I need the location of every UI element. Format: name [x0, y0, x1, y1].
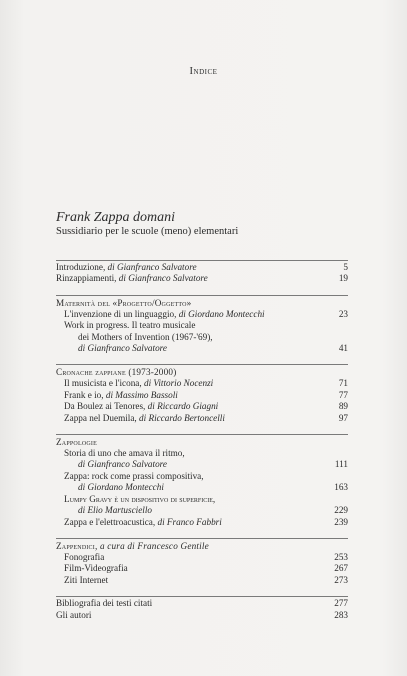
section-rule [56, 260, 348, 261]
entry-text: Work in progress. Il teatro musicale [64, 320, 196, 331]
section-rule [56, 538, 348, 539]
entry-author: di Elio Martusciello [78, 505, 153, 516]
table-of-contents [56, 258, 348, 631]
toc-entry [56, 332, 348, 343]
section-rule [56, 295, 348, 296]
entry-text: Lumpy Gravy è un dispositivo di superficie, [64, 493, 216, 504]
entry-page-number: 273 [334, 574, 348, 585]
toc-entry [56, 563, 348, 574]
section-title [56, 366, 348, 378]
entry-page-number: 23 [338, 308, 348, 319]
entry-author: di Vittorio Nocenzi [143, 378, 214, 389]
toc-entry [56, 494, 348, 505]
entry-title [64, 552, 324, 563]
entry-text: Ziti Internet [64, 574, 109, 585]
toc-entry [56, 343, 348, 354]
entry-author: di Riccardo Giagni [147, 401, 219, 412]
entry-author: di Gianfranco Salvatore [118, 273, 208, 284]
entry-text: Gli autori [56, 609, 92, 620]
toc-entry [56, 378, 348, 389]
entry-title [56, 598, 324, 609]
entry-page-number: 71 [338, 378, 348, 389]
entry-page-number: 239 [334, 516, 348, 527]
toc-entry [56, 505, 348, 516]
entry-text: Storia di uno che amava il ritmo, [64, 448, 185, 459]
toc-entry [56, 273, 348, 284]
toc-entry [56, 517, 348, 528]
toc-entry [56, 459, 348, 470]
entry-page-number [324, 494, 348, 505]
toc-section [56, 538, 348, 586]
toc-entry [56, 471, 348, 482]
toc-entry [56, 482, 348, 493]
entry-author: di Franco Fabbri [157, 516, 222, 527]
entry-title [64, 390, 324, 401]
entry-page-number: 163 [334, 482, 348, 493]
entry-page-number: 41 [338, 343, 348, 354]
entry-author: di Giordano Montecchi [78, 482, 164, 493]
entry-title [64, 575, 324, 586]
entry-title [64, 309, 324, 320]
toc-entry [56, 575, 348, 586]
entry-text: Introduzione, [56, 262, 108, 272]
entry-page-number: 89 [338, 401, 348, 412]
entry-title [64, 378, 324, 389]
page-heading: Indice [189, 66, 218, 77]
entry-text: Il musicista e l'icona, [64, 378, 144, 389]
toc-entry [56, 390, 348, 401]
entry-page-number: 97 [338, 412, 348, 423]
toc-entry [56, 610, 348, 621]
entry-title [64, 563, 324, 574]
entry-page-number: 111 [334, 459, 348, 470]
entry-text: Da Boulez ai Tenores, [64, 401, 148, 412]
entry-author: di Riccardo Bertoncelli [139, 412, 225, 423]
entry-author: di Massimo Bassoli [105, 389, 178, 400]
entry-text: Frank e io, [64, 389, 106, 400]
section-title-text: Cronache zappiane (1973-2000) [56, 367, 177, 378]
toc-entry [56, 401, 348, 412]
section-rule [56, 596, 348, 597]
toc-section [56, 364, 348, 424]
book-title: Frank Zappa domani [56, 210, 175, 225]
section-title [56, 297, 348, 309]
entry-title [64, 401, 324, 412]
section-title-text: Maternità del «Progetto/Oggetto» [56, 297, 192, 308]
entry-page-number [324, 320, 348, 331]
entry-text: Rinzappiamenti, [56, 273, 119, 284]
entry-title [56, 273, 324, 284]
toc-entry [56, 320, 348, 331]
entry-title [56, 610, 324, 621]
toc-section [56, 596, 348, 621]
entry-page-number [324, 332, 348, 343]
toc-section [56, 295, 348, 355]
entry-text: Bibliografia dei testi citati [56, 598, 153, 609]
entry-text: Zappa nel Duemila, [64, 412, 140, 423]
entry-page-number: 267 [334, 563, 348, 574]
entry-page-number: 229 [334, 505, 348, 516]
entry-author: di Gianfranco Salvatore [78, 343, 167, 354]
entry-title [56, 262, 324, 273]
toc-entry [56, 598, 348, 609]
entry-page-number: 277 [334, 598, 348, 609]
entry-title [64, 320, 324, 331]
entry-page-number: 5 [343, 262, 348, 272]
section-title-text: Zappendici [56, 540, 95, 551]
entry-author: di Gianfranco Salvatore [107, 262, 197, 272]
section-title-text: Zappologie [56, 437, 97, 448]
entry-title [64, 517, 324, 528]
section-rule [56, 364, 348, 365]
toc-entry [56, 413, 348, 424]
entry-page-number: 253 [334, 551, 348, 562]
entry-title [78, 505, 324, 516]
entry-text: dei Mothers of Invention (1967-'69), [78, 331, 213, 342]
entry-page-number: 283 [334, 609, 348, 620]
entry-title [78, 459, 324, 470]
entry-text: L'invenzione di un linguaggio, [64, 308, 179, 319]
toc-section [56, 260, 348, 285]
entry-text: Film-Videografia [64, 563, 128, 574]
entry-text: Fonografia [64, 551, 105, 562]
section-title [56, 540, 348, 552]
entry-page-number: 77 [338, 389, 348, 400]
toc-entry [56, 262, 348, 273]
book-subtitle: Sussidiario per le scuole (meno) elementari [56, 226, 239, 237]
entry-title [78, 482, 324, 493]
toc-entry [56, 448, 348, 459]
entry-author: di Giordano Montecchi [178, 308, 265, 319]
toc-entry [56, 309, 348, 320]
section-title [56, 436, 348, 448]
entry-page-number [324, 448, 348, 459]
entry-title [64, 448, 324, 459]
entry-title [78, 343, 324, 354]
entry-text: Zappa: rock come prassi compositiva, [64, 470, 204, 481]
entry-title [64, 494, 324, 505]
entry-title [64, 413, 324, 424]
section-title-editor: , a cura di Francesco Gentile [94, 540, 209, 551]
section-rule [56, 434, 348, 435]
entry-page-number [324, 471, 348, 482]
entry-text: Zappa e l'elettroacustica, [64, 516, 158, 527]
entry-title [64, 471, 324, 482]
entry-page-number: 19 [338, 273, 348, 284]
toc-entry [56, 552, 348, 563]
toc-section [56, 434, 348, 528]
entry-author: di Gianfranco Salvatore [78, 459, 167, 470]
entry-title [78, 332, 324, 343]
